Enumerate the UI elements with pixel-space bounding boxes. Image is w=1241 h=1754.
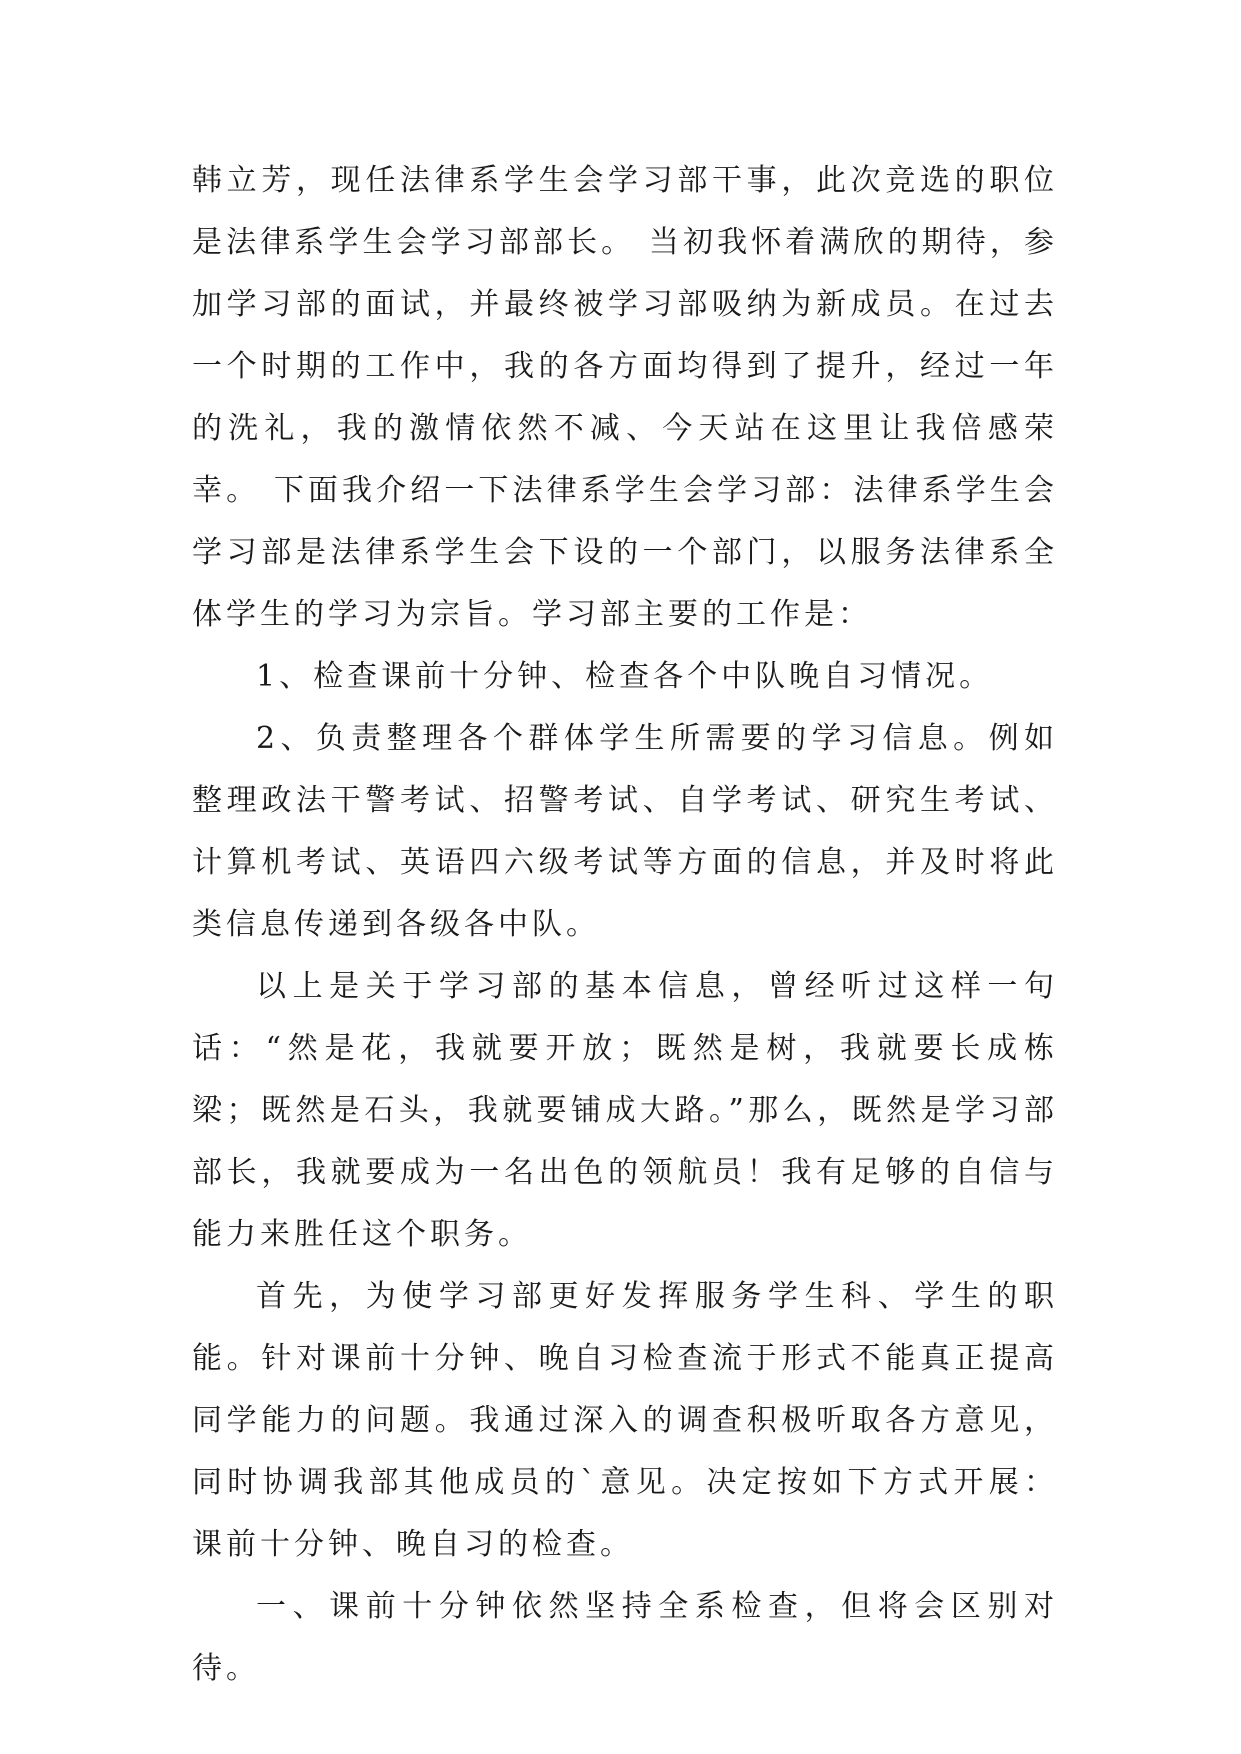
paragraph-item-1: 1、检查课前十分钟、检查各个中队晚自习情况。 — [256, 659, 994, 694]
paragraph-quote: 以上是关于学习部的基本信息，曾经听过这样一句话：“然是花，我就要开放；既然是树，我就要长成栋梁；既然是石头，我就要铺成大路。”那么，既然是学习部部长，我就要成为一名出色的领航员！我有足够的自信与能力来胜任这个职务。 — [192, 969, 1058, 1252]
document-page — [192, 150, 1058, 1700]
paragraph-first-plan: 首先，为使学习部更好发挥服务学生科、学生的职能。针对课前十分钟、晚自习检查流于形式不能真正提高同学能力的问题。我通过深入的调查积极听取各方意见，同时协调我部其他成员的`意见。决定按如下方式开展：课前十分钟、晚自习的检查。 — [192, 1279, 1058, 1562]
paragraph-intro: 韩立芳，现任法律系学生会学习部干事，此次竞选的职位是法律系学生会学习部部长。 当初我怀着满欣的期待，参加学习部的面试，并最终被学习部吸纳为新成员。在过去一个时期的工作中，我的各方面均得到了提升，经过一年的洗礼，我的激情依然不减、今天站在这里让我倍感荣幸。 下面我介绍一下法律系学生会学习部：法律系学生会学习部是法律系学生会下设的一个部门，以服务法律系全体学生的学习为宗旨。学习部主要的工作是： — [192, 163, 1058, 632]
paragraph-point-one: 一、课前十分钟依然坚持全系检查，但将会区别对待。 — [192, 1589, 1058, 1686]
paragraph-item-2: 2、负责整理各个群体学生所需要的学习信息。例如整理政法干警考试、招警考试、自学考试、研究生考试、计算机考试、英语四六级考试等方面的信息，并及时将此类信息传递到各级各中队。 — [192, 721, 1058, 942]
